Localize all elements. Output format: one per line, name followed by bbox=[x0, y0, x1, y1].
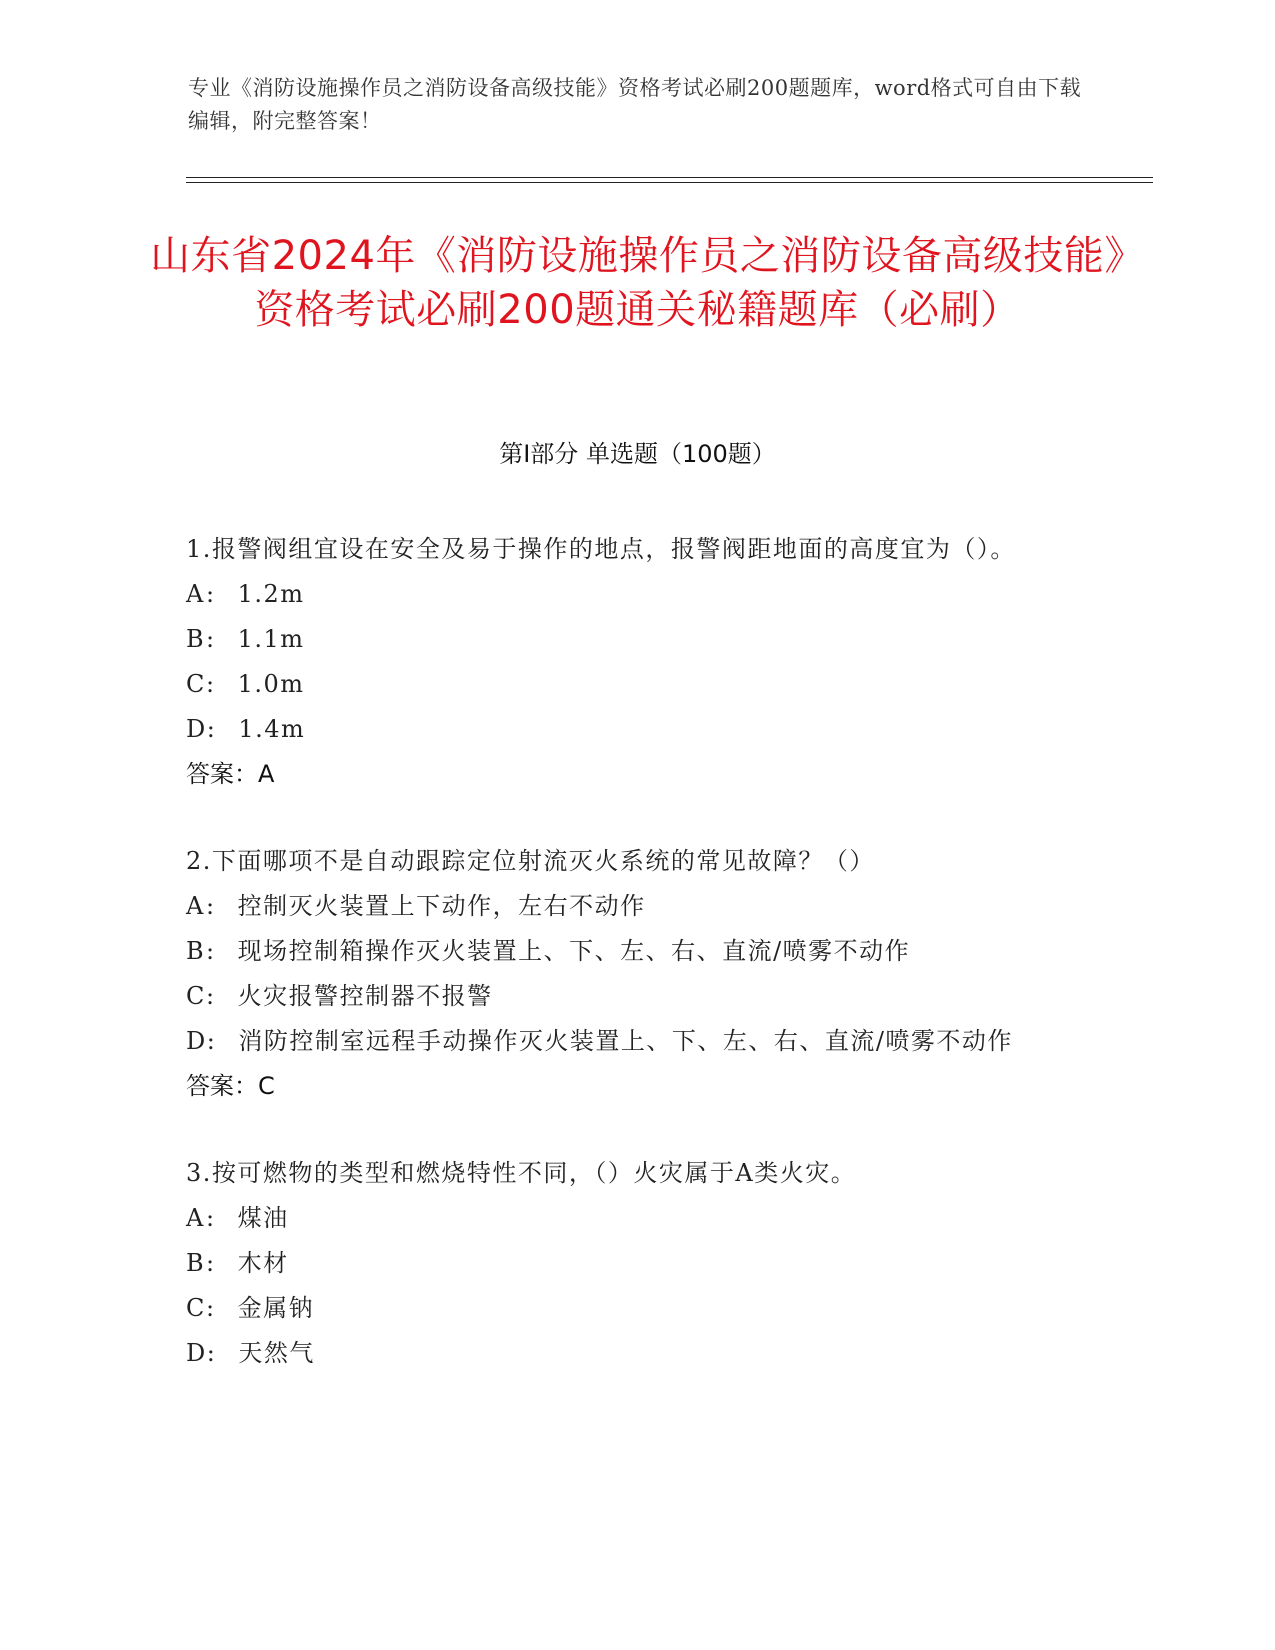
header-rule-bottom bbox=[186, 182, 1153, 183]
question-answer: 答案：A bbox=[186, 760, 275, 788]
option-key: C bbox=[186, 1294, 206, 1322]
option-separator: : bbox=[206, 1294, 216, 1322]
option-text: 1.2m bbox=[237, 580, 305, 608]
option-separator: : bbox=[206, 1339, 217, 1367]
option-separator: : bbox=[206, 1249, 216, 1277]
question-stem: 2.下面哪项不是自动跟踪定位射流灭火系统的常见故障？（） bbox=[186, 847, 875, 875]
question-option bbox=[186, 1019, 1066, 1064]
option-separator: : bbox=[206, 1027, 217, 1055]
option-key: C bbox=[186, 670, 206, 698]
question-option bbox=[186, 707, 1066, 752]
option-key: C bbox=[186, 982, 206, 1010]
option-key: D bbox=[186, 715, 207, 743]
option-separator: : bbox=[206, 625, 216, 653]
question-option bbox=[186, 1286, 1066, 1331]
option-key: D bbox=[186, 1027, 207, 1055]
question-stem: 1.报警阀组宜设在安全及易于操作的地点，报警阀距地面的高度宜为（）。 bbox=[186, 535, 1016, 563]
option-text: 木材 bbox=[237, 1249, 289, 1277]
question-option bbox=[186, 572, 1066, 617]
question-option bbox=[186, 1196, 1066, 1241]
question-option bbox=[186, 974, 1066, 1019]
option-text: 1.0m bbox=[237, 670, 305, 698]
header-rule-top bbox=[186, 177, 1153, 178]
header-note: 专业《消防设施操作员之消防设备高级技能》资格考试必刷200题题库，word格式可自由下载编辑，附完整答案！ bbox=[188, 76, 1082, 133]
option-separator: : bbox=[206, 670, 216, 698]
option-separator: : bbox=[206, 1204, 216, 1232]
option-key: B bbox=[186, 937, 206, 965]
option-text: 控制灭火装置上下动作，左右不动作 bbox=[237, 892, 646, 920]
option-text: 火灾报警控制器不报警 bbox=[237, 982, 493, 1010]
document-title: 山东省2024年《消防设施操作员之消防设备高级技能》资格考试必刷200题通关秘籍题库（必刷） bbox=[150, 233, 1125, 333]
option-separator: : bbox=[206, 982, 216, 1010]
option-key: A bbox=[186, 1204, 205, 1232]
option-text: 煤油 bbox=[237, 1204, 289, 1232]
option-key: B bbox=[186, 625, 206, 653]
option-key: A bbox=[186, 580, 205, 608]
option-text: 1.1m bbox=[237, 625, 305, 653]
option-key: A bbox=[186, 892, 205, 920]
option-key: D bbox=[186, 1339, 207, 1367]
option-text: 现场控制箱操作灭火装置上、下、左、右、直流/喷雾不动作 bbox=[237, 937, 911, 965]
question-option bbox=[186, 884, 1066, 929]
option-separator: : bbox=[206, 715, 217, 743]
option-key: B bbox=[186, 1249, 206, 1277]
section-heading: 第I部分 单选题（100题） bbox=[499, 440, 776, 468]
question-item bbox=[186, 1151, 1066, 1376]
option-text: 1.4m bbox=[238, 715, 306, 743]
option-text: 天然气 bbox=[238, 1339, 315, 1367]
question-option bbox=[186, 929, 1066, 974]
question-answer: 答案：C bbox=[186, 1072, 275, 1100]
question-stem: 3.按可燃物的类型和燃烧特性不同，（）火灾属于A类火灾。 bbox=[186, 1159, 857, 1187]
option-text: 消防控制室远程手动操作灭火装置上、下、左、右、直流/喷雾不动作 bbox=[238, 1027, 1013, 1055]
question-option bbox=[186, 617, 1066, 662]
question-option bbox=[186, 1331, 1066, 1376]
question-option bbox=[186, 1241, 1066, 1286]
question-list bbox=[186, 527, 1066, 1418]
option-separator: : bbox=[206, 937, 216, 965]
option-separator: : bbox=[206, 892, 216, 920]
question-item bbox=[186, 839, 1066, 1109]
option-text: 金属钠 bbox=[237, 1294, 315, 1322]
question-option bbox=[186, 662, 1066, 707]
question-item bbox=[186, 527, 1066, 797]
option-separator: : bbox=[206, 580, 216, 608]
